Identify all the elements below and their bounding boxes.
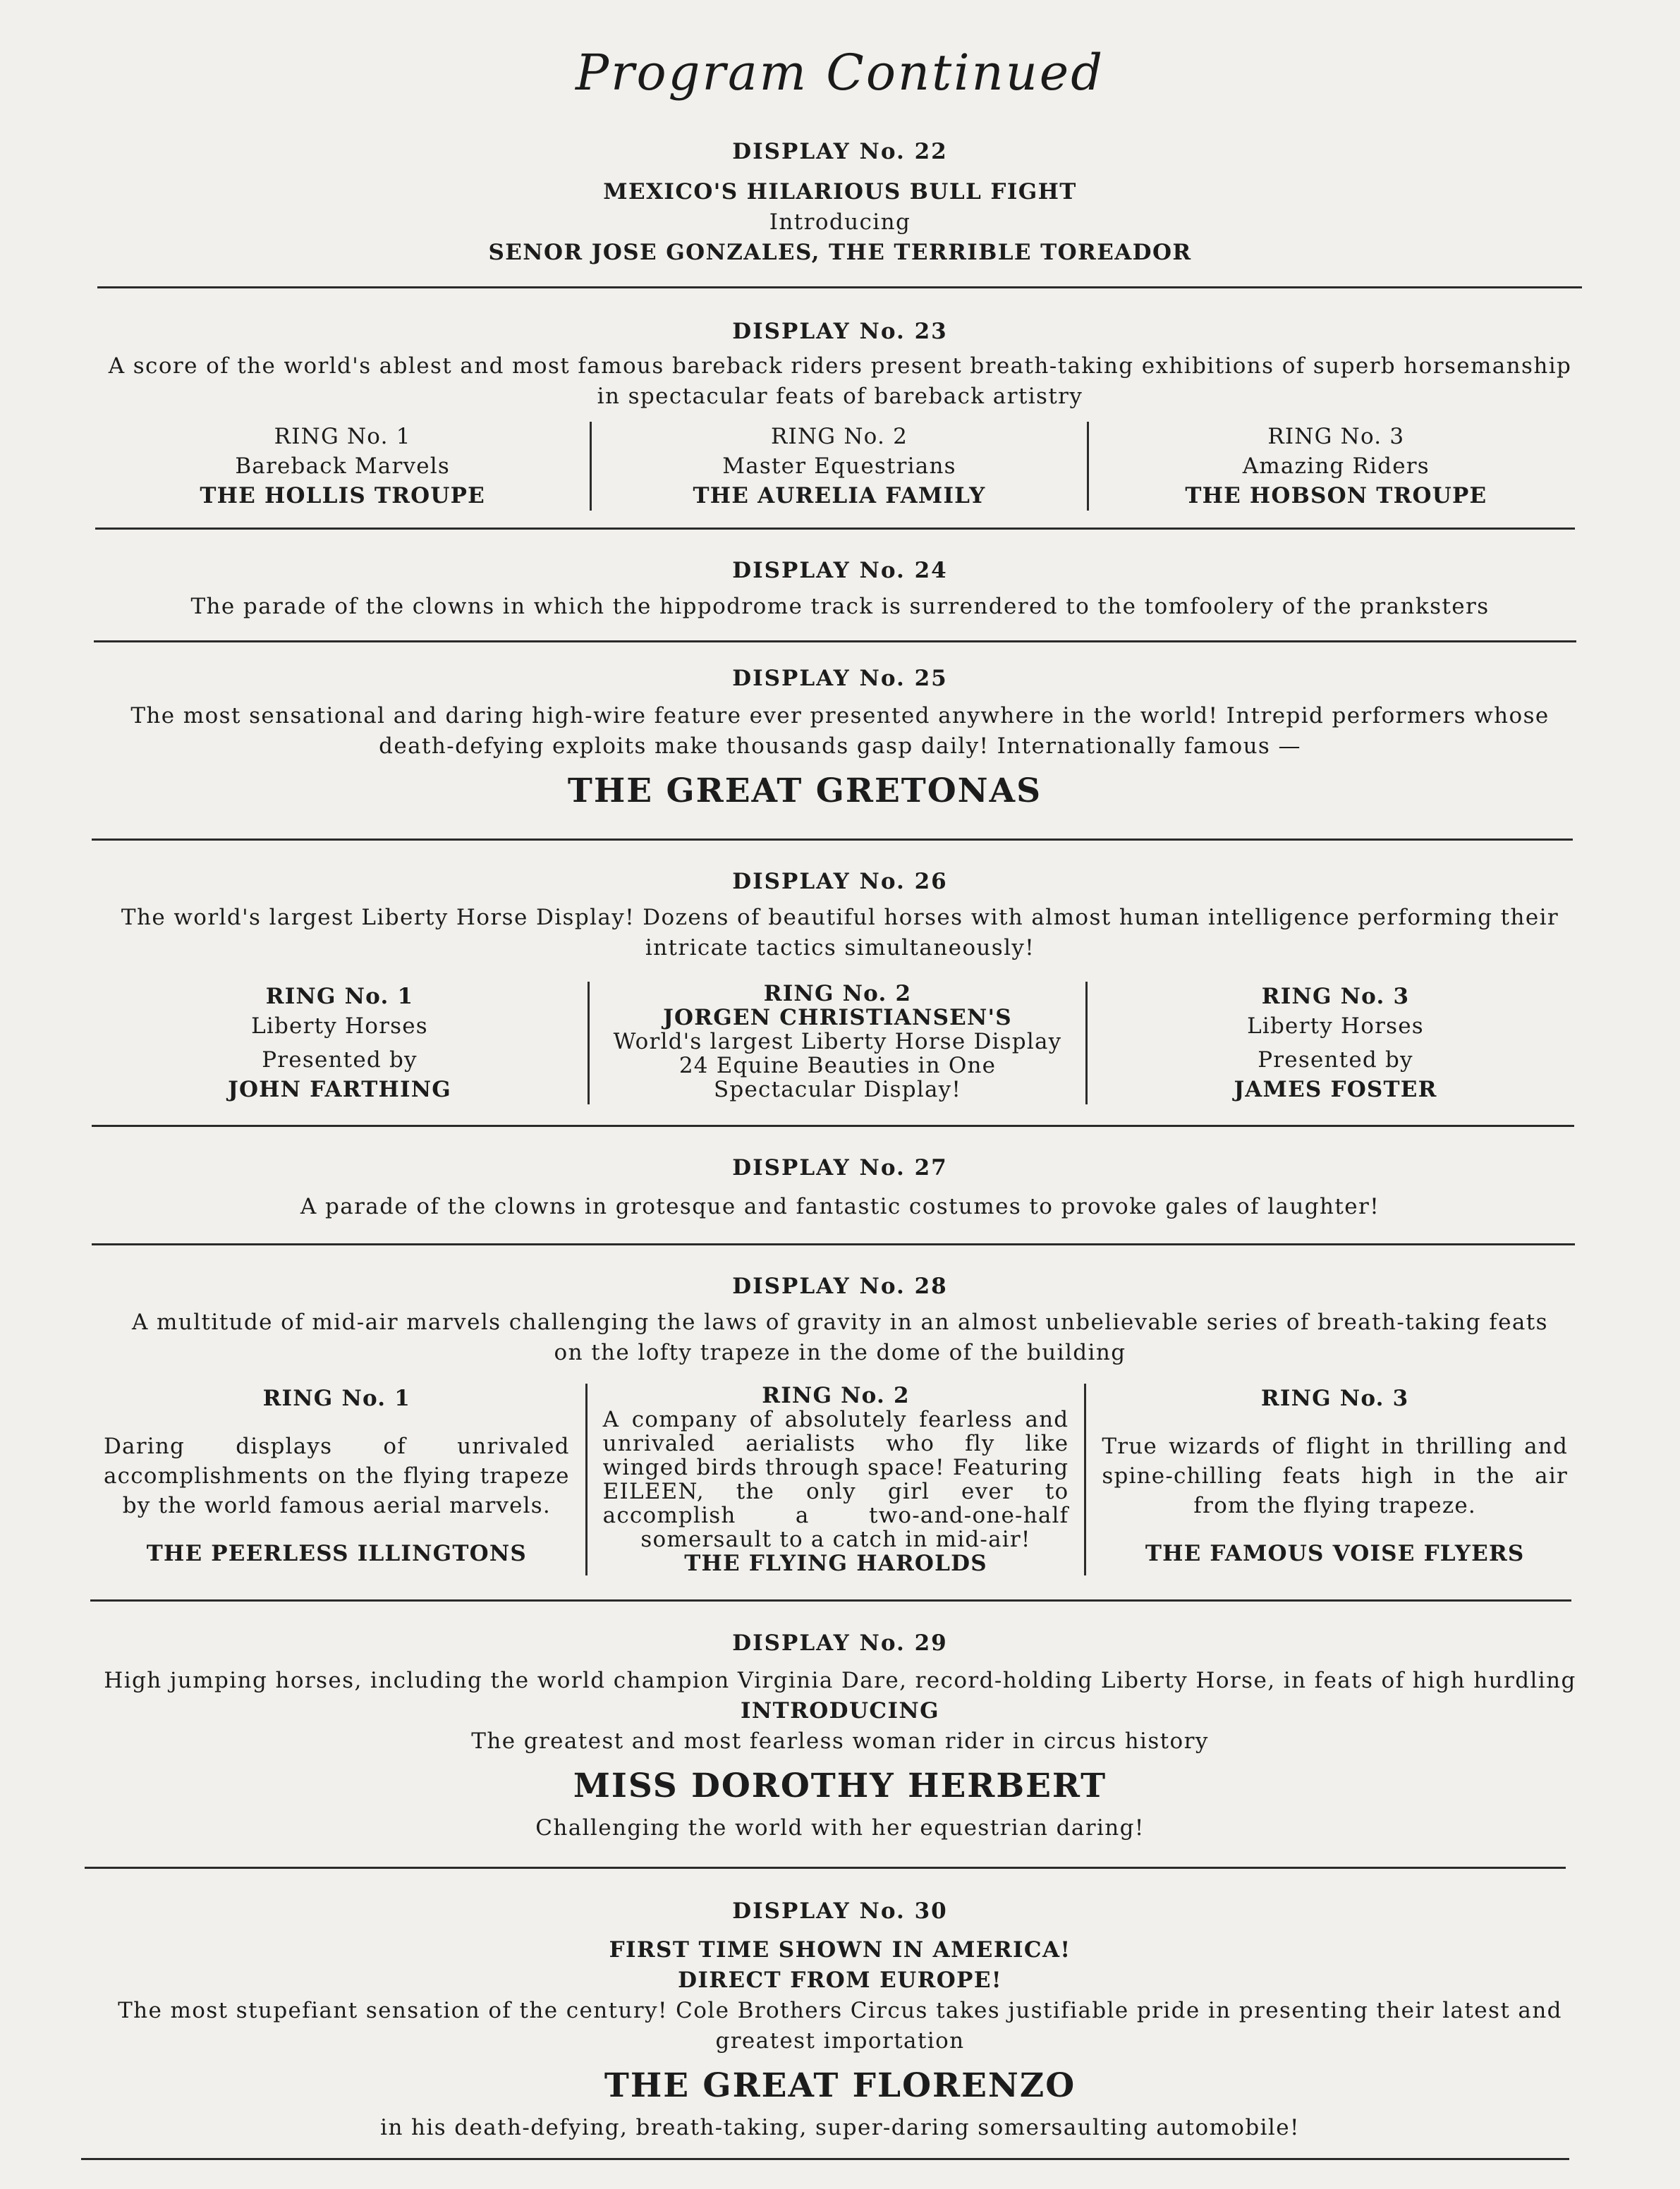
display-description: High jumping horses, including the world champion Virginia Dare, record-holding Liberty Horse, in feats of high hurdling	[104, 1668, 1576, 1693]
display-description: in spectacular feats of bareback artistry	[597, 384, 1083, 409]
display-heading: DISPLAY No. 25	[732, 666, 948, 691]
ring-description: Daring displays of unrivaled accomplishments on the flying trapeze by the world famous aerial marvels.	[104, 1434, 570, 1518]
feature-name: THE GREAT FLORENZO	[604, 2066, 1076, 2105]
display-heading: DISPLAY No. 28	[732, 1274, 948, 1299]
display-headline: FIRST TIME SHOWN IN AMERICA!	[609, 1937, 1071, 1963]
performer-name: THE FAMOUS VOISE FLYERS	[1145, 1541, 1525, 1566]
display-heading: DISPLAY No. 24	[732, 558, 948, 583]
performer-name: THE AURELIA FAMILY	[693, 483, 986, 508]
ring-column-3	[1086, 1384, 1583, 1575]
display-26	[0, 866, 1680, 963]
presented-by: Presented by	[262, 1047, 418, 1073]
display-description: The parade of the clowns in which the hippodrome track is surrendered to the tomfoolery of the pranksters	[190, 594, 1490, 619]
display-description: A multitude of mid-air marvels challenging the laws of gravity in an almost unbelievable series of breath-taking feats	[132, 1310, 1548, 1335]
display-heading: DISPLAY No. 29	[732, 1630, 948, 1656]
divider-rule	[81, 2158, 1569, 2160]
display-description: death-defying exploits make thousands gasp daily! Internationally famous —	[379, 733, 1301, 759]
ring-column-2	[590, 422, 1088, 511]
performer-name: SENOR JOSE GONZALES, THE TERRIBLE TOREADOR	[488, 240, 1192, 265]
ring-label: RING No. 1	[265, 984, 414, 1009]
ring-column-2	[585, 1384, 1087, 1575]
display-30	[0, 1896, 1680, 2143]
ring-subtitle: Liberty Horses	[251, 1013, 428, 1039]
divider-rule	[94, 640, 1576, 642]
display-25	[0, 663, 1680, 812]
performer-name: THE PEERLESS ILLINGTONS	[146, 1541, 527, 1566]
divider-rule	[85, 1867, 1566, 1869]
ring-label: RING No. 3	[1260, 1386, 1409, 1411]
display-heading: DISPLAY No. 23	[732, 319, 948, 344]
ring-subtitle: Amazing Riders	[1242, 453, 1430, 479]
display-heading: DISPLAY No. 26	[732, 869, 948, 894]
ring-column-3	[1088, 982, 1583, 1104]
display-22	[0, 136, 1680, 268]
introducing-label: INTRODUCING	[741, 1698, 939, 1724]
performer-name: THE FLYING HAROLDS	[684, 1551, 987, 1576]
ring-description: A company of absolutely fearless and unrivaled aerialists who fly like winged birds through space! Featuring EILEEN, the only girl ever to accomplish a two-and-one-half somersault to a catch in mid-air!	[602, 1407, 1069, 1552]
presented-by: Presented by	[1258, 1047, 1413, 1073]
ring-column-1	[88, 1384, 585, 1575]
divider-rule	[92, 839, 1573, 841]
display-description: greatest importation	[715, 2028, 965, 2054]
display-description: The most sensational and daring high-wire feature ever presented anywhere in the world! Intrepid performers whose	[130, 703, 1550, 728]
performer-name: JAMES FOSTER	[1234, 1077, 1437, 1102]
display-24	[0, 555, 1680, 622]
display-28	[0, 1271, 1680, 1368]
feature-tagline: Challenging the world with her equestrian daring!	[535, 1815, 1145, 1841]
display-description: intricate tactics simultaneously!	[645, 935, 1035, 961]
display-headline: DIRECT FROM EUROPE!	[678, 1968, 1002, 1993]
display-description: The world's largest Liberty Horse Display! Dozens of beautiful horses with almost human intelligence performing their	[121, 905, 1559, 930]
ring-column-1	[92, 982, 588, 1104]
display-title: MEXICO'S HILARIOUS BULL FIGHT	[603, 179, 1077, 205]
feature-name: THE GREAT GRETONAS	[567, 772, 1042, 810]
display-description: The most stupefiant sensation of the century! Cole Brothers Circus takes justifiable pride in presenting their latest and	[118, 1998, 1562, 2023]
ring-column-1	[95, 422, 590, 511]
display-description: A parade of the clowns in grotesque and fantastic costumes to provoke gales of laughter!	[300, 1194, 1380, 1219]
ring-label: RING No. 2	[770, 424, 908, 449]
display-heading: DISPLAY No. 27	[732, 1155, 948, 1181]
divider-rule	[90, 1599, 1571, 1602]
ring-label: RING No. 1	[274, 424, 411, 449]
ring-label: RING No. 3	[1261, 984, 1410, 1009]
ring-detail: World's largest Liberty Horse Display	[613, 1029, 1062, 1054]
ring-label: RING No. 1	[262, 1386, 411, 1411]
ring-description: True wizards of flight in thrilling and spine-chilling feats high in the air from the flying trapeze.	[1102, 1434, 1569, 1518]
feature-name: MISS DOROTHY HERBERT	[573, 1767, 1107, 1805]
ring-columns-28	[88, 1384, 1583, 1575]
display-heading: DISPLAY No. 30	[732, 1898, 948, 1924]
page-title: Program Continued	[575, 44, 1105, 102]
display-description: A score of the world's ablest and most famous bareback riders present breath-taking exhibitions of superb horsemanship	[108, 353, 1572, 379]
ring-column-2	[588, 982, 1088, 1104]
ring-subtitle: Bareback Marvels	[235, 453, 450, 479]
performer-name: THE HOBSON TROUPE	[1185, 483, 1487, 508]
display-23	[0, 316, 1680, 412]
ring-column-3	[1089, 422, 1583, 511]
ring-label: RING No. 2	[762, 1383, 910, 1408]
ring-label: RING No. 3	[1267, 424, 1405, 449]
performer-name: THE HOLLIS TROUPE	[200, 483, 485, 508]
display-description: on the lofty trapeze in the dome of the building	[554, 1340, 1126, 1365]
feature-tagline: in his death-defying, breath-taking, super-daring somersaulting automobile!	[380, 2115, 1300, 2140]
divider-rule	[95, 528, 1575, 530]
divider-rule	[97, 286, 1582, 288]
ring-detail: Spectacular Display!	[713, 1077, 961, 1102]
ring-columns-26	[92, 982, 1583, 1104]
ring-subtitle: Master Equestrians	[722, 453, 956, 479]
divider-rule	[92, 1125, 1574, 1127]
ring-columns-23	[95, 422, 1583, 511]
performer-name: JOHN FARTHING	[228, 1077, 451, 1102]
display-27	[0, 1152, 1680, 1222]
ring-detail: 24 Equine Beauties in One	[678, 1053, 997, 1078]
display-description: The greatest and most fearless woman rider in circus history	[471, 1728, 1209, 1754]
performer-name: JORGEN CHRISTIANSEN'S	[663, 1005, 1012, 1030]
display-29	[0, 1628, 1680, 1843]
display-heading: DISPLAY No. 22	[732, 139, 948, 164]
display-subtitle: Introducing	[769, 209, 911, 235]
divider-rule	[92, 1243, 1575, 1245]
ring-label: RING No. 2	[763, 981, 912, 1006]
ring-subtitle: Liberty Horses	[1247, 1013, 1424, 1039]
